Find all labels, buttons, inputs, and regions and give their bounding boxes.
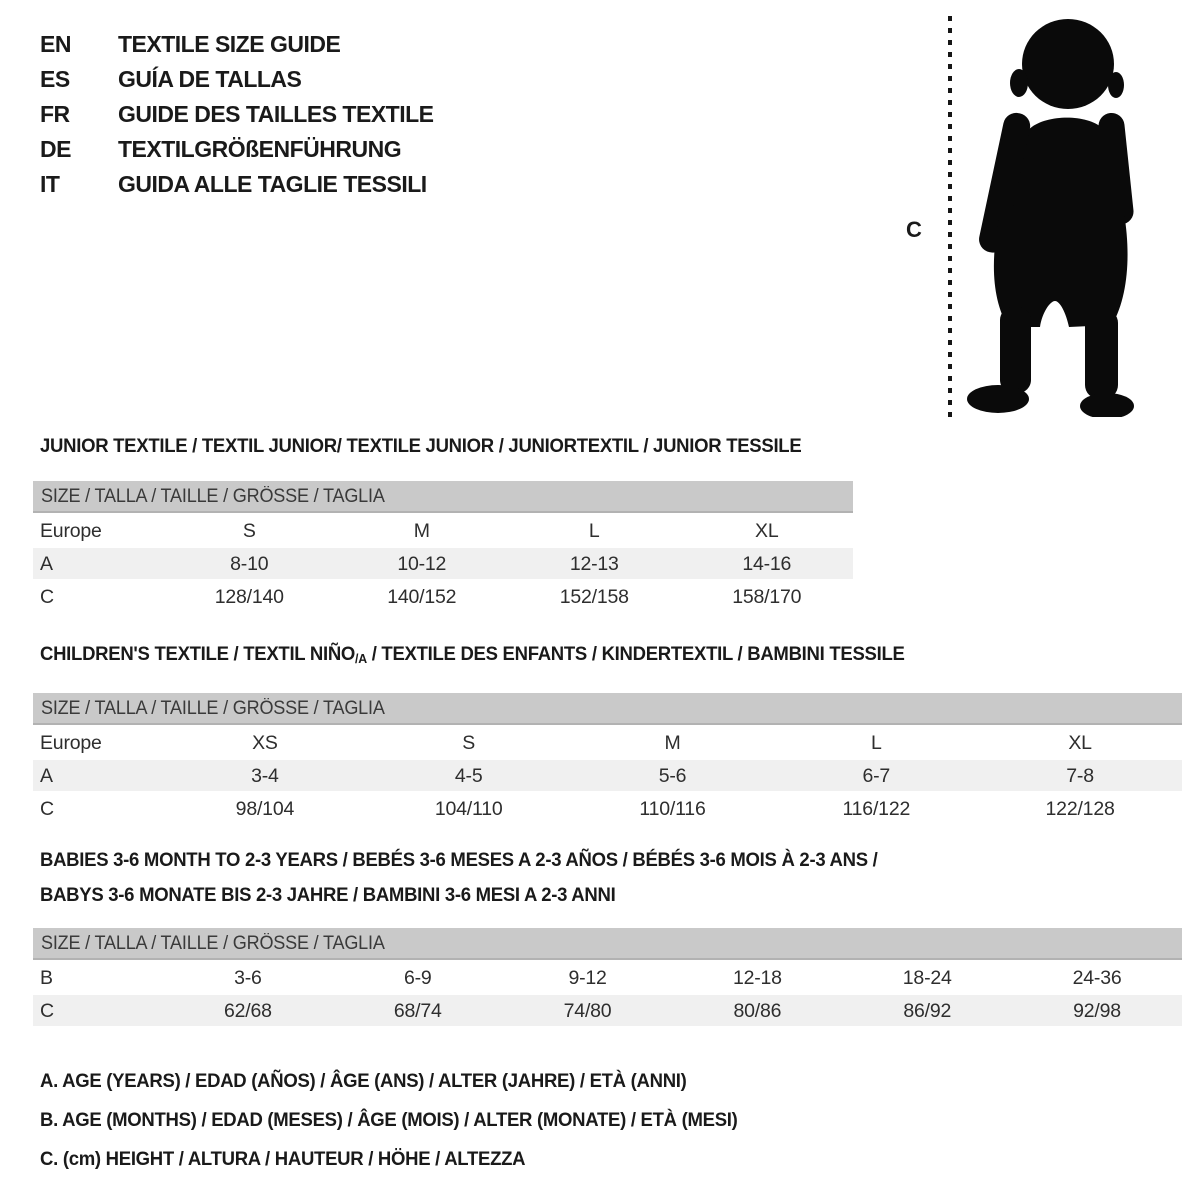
- size-cell: 128/140: [214, 586, 284, 608]
- dashed-measure-line-icon: [948, 16, 952, 418]
- row-label: A: [40, 765, 53, 787]
- row-label: Europe: [40, 732, 102, 754]
- table-row: [33, 727, 1182, 758]
- table-row: [33, 581, 853, 612]
- language-row: [40, 167, 434, 202]
- size-cell: 98/104: [235, 798, 295, 820]
- size-cell: 110/116: [639, 798, 706, 820]
- size-cell: 12-18: [732, 967, 782, 989]
- row-label: B: [40, 967, 53, 989]
- row-label: C: [40, 586, 54, 608]
- size-cell: 12-13: [569, 553, 619, 575]
- size-cell: 8-10: [230, 553, 269, 575]
- legend-line: C. (cm) HEIGHT / ALTURA / HAUTEUR / HÖHE / ALTEZZA: [40, 1148, 526, 1170]
- language-code: DE: [40, 136, 71, 162]
- size-cell: 152/158: [559, 586, 629, 608]
- language-code: FR: [40, 101, 70, 127]
- language-row: [40, 97, 434, 132]
- section-junior-textile: [33, 433, 853, 612]
- row-label: C: [40, 798, 54, 820]
- size-cell: 3-6: [234, 967, 262, 989]
- size-cell: 3-4: [251, 765, 279, 787]
- language-label: TEXTILE SIZE GUIDE: [118, 31, 341, 57]
- table-row: [33, 548, 853, 579]
- size-cell: L: [588, 520, 600, 542]
- section-title: CHILDREN'S TEXTILE / TEXTIL NIÑO/A / TEXTILE DES ENFANTS / KINDERTEXTIL / BAMBINI TESSILE: [40, 643, 905, 666]
- size-cell: 18-24: [902, 967, 952, 989]
- language-label: GUÍA DE TALLAS: [118, 66, 302, 92]
- size-cell: 10-12: [397, 553, 447, 575]
- size-cell: 6-7: [862, 765, 891, 787]
- size-cell: 92/98: [1073, 1000, 1121, 1022]
- language-row: [40, 27, 434, 62]
- size-cell: 104/110: [434, 798, 503, 820]
- size-cell: 6-9: [403, 967, 432, 989]
- row-label: A: [40, 553, 53, 575]
- size-cell: 5-6: [658, 765, 687, 787]
- height-measure-label: C: [906, 217, 922, 242]
- section-babies-textile: [33, 843, 1182, 1026]
- size-header-band: SIZE / TALLA / TAILLE / GRÖSSE / TAGLIA: [33, 693, 1182, 725]
- size-header-band: SIZE / TALLA / TAILLE / GRÖSSE / TAGLIA: [33, 481, 853, 513]
- size-cell: S: [242, 520, 256, 542]
- size-cell: 158/170: [732, 586, 802, 608]
- language-row: [40, 132, 434, 167]
- table-row: [33, 995, 1182, 1026]
- section-title: BABYS 3-6 MONATE BIS 2-3 JAHRE / BAMBINI 3-6 MESI A 2-3 ANNI: [40, 884, 616, 906]
- size-cell: 80/86: [733, 1000, 782, 1022]
- section-children-textile: [33, 641, 1182, 824]
- size-cell: 9-12: [568, 967, 607, 989]
- row-label: Europe: [40, 520, 102, 542]
- language-header: [40, 27, 434, 202]
- size-cell: 14-16: [742, 553, 792, 575]
- row-label: C: [40, 1000, 54, 1022]
- size-cell: 86/92: [903, 1000, 952, 1022]
- size-cell: XL: [755, 520, 779, 542]
- junior-size-table: [33, 481, 853, 612]
- size-cell: XL: [1068, 732, 1092, 754]
- language-code: ES: [40, 66, 70, 92]
- size-cell: 7-8: [1066, 765, 1094, 787]
- table-row: [33, 962, 1182, 993]
- size-cell: 116/122: [842, 798, 911, 820]
- section-title: JUNIOR TEXTILE / TEXTIL JUNIOR/ TEXTILE JUNIOR / JUNIORTEXTIL / JUNIOR TESSILE: [40, 435, 802, 457]
- size-cell: 62/68: [224, 1000, 272, 1022]
- section-title: BABIES 3-6 MONTH TO 2-3 YEARS / BEBÉS 3-6 MESES A 2-3 AÑOS / BÉBÉS 3-6 MOIS À 2-3 ANS /: [40, 849, 878, 871]
- babies-size-table: [33, 928, 1182, 1026]
- legend-line: A. AGE (YEARS) / EDAD (AÑOS) / ÂGE (ANS) / ALTER (JAHRE) / ETÀ (ANNI): [40, 1070, 687, 1092]
- size-cell: 68/74: [393, 1000, 442, 1022]
- language-row: [40, 62, 434, 97]
- language-label: GUIDA ALLE TAGLIE TESSILI: [118, 171, 427, 197]
- size-cell: 4-5: [454, 765, 483, 787]
- size-cell: M: [413, 520, 430, 542]
- size-header-band: SIZE / TALLA / TAILLE / GRÖSSE / TAGLIA: [33, 928, 1182, 960]
- size-cell: 74/80: [563, 1000, 612, 1022]
- children-size-table: [33, 693, 1182, 824]
- table-row: [33, 515, 853, 546]
- size-cell: 140/152: [387, 586, 457, 608]
- title-subscript: /A: [355, 651, 367, 666]
- measure-legend: [40, 1062, 774, 1179]
- language-code: IT: [40, 171, 60, 197]
- size-cell: 122/128: [1045, 798, 1115, 820]
- table-row: [33, 760, 1182, 791]
- language-label: GUIDE DES TAILLES TEXTILE: [118, 101, 434, 127]
- size-cell: L: [870, 732, 882, 754]
- size-cell: XS: [252, 732, 278, 754]
- size-cell: M: [664, 732, 681, 754]
- language-label: TEXTILGRÖßENFÜHRUNG: [118, 136, 402, 162]
- size-cell: 24-36: [1072, 967, 1122, 989]
- table-row: [33, 793, 1182, 824]
- baby-silhouette-icon: [962, 17, 1134, 417]
- legend-line: B. AGE (MONTHS) / EDAD (MESES) / ÂGE (MOIS) / ALTER (MONATE) / ETÀ (MESI): [40, 1109, 738, 1131]
- size-cell: S: [462, 732, 476, 754]
- language-code: EN: [40, 31, 71, 57]
